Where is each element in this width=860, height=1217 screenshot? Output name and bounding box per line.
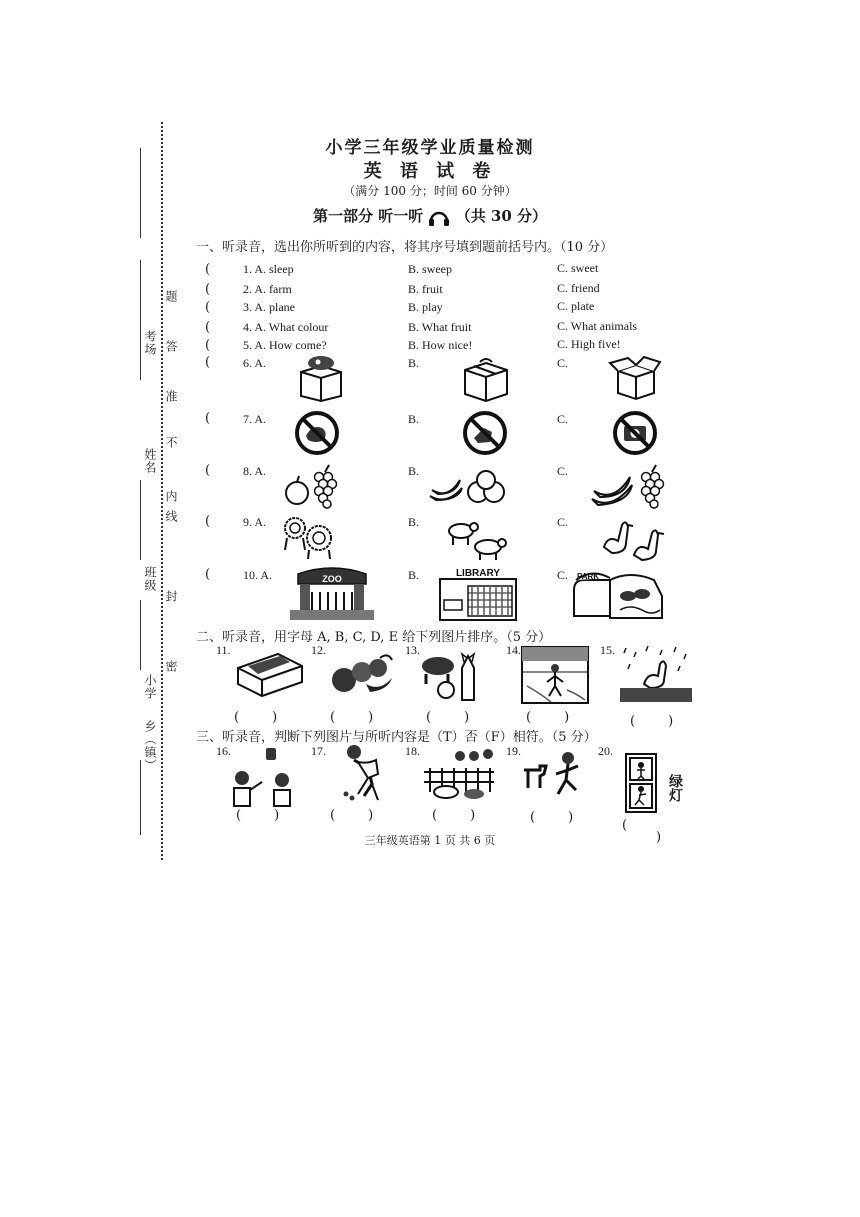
q6-label-a: 6. A. bbox=[243, 356, 267, 370]
part-score: （共 30 分） bbox=[455, 207, 548, 225]
q7-label-b: B. bbox=[408, 412, 420, 426]
part-heading bbox=[0, 205, 860, 227]
q7-a-no-eating-sign-icon bbox=[294, 410, 340, 456]
q20-number: 20. bbox=[598, 744, 613, 758]
q15-rain-duck-icon bbox=[618, 644, 694, 704]
q9-label-b: B. bbox=[408, 515, 420, 529]
q7-c-no-photo-sign-icon bbox=[612, 410, 658, 456]
binding-school: 小学 bbox=[143, 674, 157, 700]
q10-label-a: 10. A. bbox=[243, 568, 273, 582]
binding-class: 班级 bbox=[143, 566, 157, 592]
answer-paren-3[interactable]: ( bbox=[205, 300, 211, 315]
answer-paren-9[interactable]: ( bbox=[205, 514, 211, 529]
seal-char-1: 密 bbox=[164, 660, 178, 673]
seal-char-7: 答 bbox=[164, 340, 178, 353]
q13-answer-paren[interactable]: ( ) bbox=[426, 710, 470, 725]
q8-b-banana-orange-icon bbox=[428, 466, 508, 506]
q4-option-b: B. What fruit bbox=[408, 320, 472, 334]
q11-number: 11. bbox=[216, 643, 231, 657]
binding-town: 乡（镇） bbox=[143, 720, 157, 772]
q9-c-ducks-icon bbox=[602, 517, 668, 561]
answer-paren-6[interactable]: ( bbox=[205, 355, 211, 370]
q17-number: 17. bbox=[311, 744, 326, 758]
green-light-label: 绿灯 bbox=[667, 774, 682, 802]
q15-number: 15. bbox=[600, 643, 615, 657]
q5-option-a: 5. A. How come? bbox=[243, 338, 327, 352]
answer-paren-2[interactable]: ( bbox=[205, 282, 211, 297]
q4-option-c: C. What animals bbox=[557, 319, 638, 333]
q14-answer-paren[interactable]: ( ) bbox=[526, 710, 570, 725]
q8-label-c: C. bbox=[557, 464, 569, 478]
school-blank-line bbox=[140, 600, 141, 670]
q12-number: 12. bbox=[311, 643, 326, 657]
q10-label-b: B. bbox=[408, 568, 420, 582]
q20-traffic-light-icon bbox=[622, 750, 670, 814]
seal-char-8: 题 bbox=[164, 290, 178, 303]
q11-answer-paren[interactable]: ( ) bbox=[234, 710, 278, 725]
town-blank-line bbox=[140, 760, 141, 835]
binding-name: 姓名 bbox=[143, 448, 157, 474]
q3-option-b: B. play bbox=[408, 300, 443, 314]
q16-number: 16. bbox=[216, 744, 231, 758]
seal-char-6: 准 bbox=[164, 390, 178, 403]
q8-a-apple-grapes-icon bbox=[283, 463, 341, 509]
q8-label-a: 8. A. bbox=[243, 464, 267, 478]
exam-meta: （满分 100 分；时间 60 分钟） bbox=[343, 184, 517, 198]
q1-option-b: B. sweep bbox=[408, 262, 452, 276]
binding-exam-no: 考场 bbox=[143, 330, 157, 356]
part-title: 第一部分 听一听 bbox=[312, 207, 424, 225]
seal-char-5: 不 bbox=[164, 436, 178, 449]
q19-answer-paren[interactable]: ( ) bbox=[530, 810, 574, 825]
q7-b-no-touching-sign-icon bbox=[462, 410, 508, 456]
class-blank-line bbox=[140, 480, 141, 560]
q9-label-c: C. bbox=[557, 515, 569, 529]
q16-answer-paren[interactable]: ( ) bbox=[236, 808, 280, 823]
q1-option-c: C. sweet bbox=[557, 261, 599, 275]
q6-c-open-box-icon bbox=[608, 355, 662, 401]
q10-c-park-icon bbox=[570, 566, 666, 622]
q2-option-b: B. fruit bbox=[408, 282, 443, 296]
q8-c-banana-grapes-icon bbox=[590, 463, 668, 511]
q18-farm-kids-icon bbox=[420, 748, 498, 804]
q2-option-c: C. friend bbox=[557, 281, 600, 295]
q6-label-c: C. bbox=[557, 356, 569, 370]
seal-char-2: 封 bbox=[164, 590, 178, 603]
q5-option-b: B. How nice! bbox=[408, 338, 473, 352]
q16-children-icon bbox=[228, 746, 298, 808]
q13-animals-icon bbox=[418, 648, 484, 702]
q6-b-box-icon bbox=[460, 356, 512, 402]
q8-label-b: B. bbox=[408, 464, 420, 478]
seal-char-4: 内 bbox=[164, 490, 178, 503]
q17-boy-bending-icon bbox=[338, 744, 384, 804]
library-sign-text: LIBRARY bbox=[455, 568, 501, 579]
q9-a-lions-icon bbox=[281, 514, 337, 560]
q17-answer-paren[interactable]: ( ) bbox=[330, 808, 374, 823]
exam-subject: 英 语 试 卷 bbox=[363, 161, 497, 182]
answer-paren-5[interactable]: ( bbox=[205, 338, 211, 353]
q7-label-c: C. bbox=[557, 412, 569, 426]
q20-answer-paren-close: ) bbox=[656, 830, 662, 845]
headphones-icon bbox=[428, 207, 450, 227]
q10-label-c: C. bbox=[557, 568, 569, 582]
q20-answer-paren-open[interactable]: ( bbox=[622, 818, 628, 833]
q6-label-b: B. bbox=[408, 356, 420, 370]
q6-a-gift-box-icon bbox=[296, 354, 346, 402]
section1-heading: 一、听录音，选出你所听到的内容，将其序号填到题前括号内。（10 分） bbox=[196, 240, 614, 255]
q3-option-c: C. plate bbox=[557, 299, 595, 313]
q10-a-zoo-gate-icon bbox=[290, 566, 374, 620]
answer-paren-8[interactable]: ( bbox=[205, 463, 211, 478]
answer-paren-10[interactable]: ( bbox=[205, 567, 211, 582]
q5-option-c: C. High five! bbox=[557, 337, 621, 351]
q3-option-a: 3. A. plane bbox=[243, 300, 295, 314]
section2-heading: 二、听录音，用字母 A, B, C, D, E 给下列图片排序。（5 分） bbox=[196, 630, 552, 645]
q11-box-icon bbox=[234, 648, 306, 698]
q18-number: 18. bbox=[405, 744, 420, 758]
seal-char-3: 线 bbox=[164, 510, 178, 523]
page-footer: 三年级英语第 1 页 共 6 页 bbox=[364, 834, 496, 847]
q10-b-library-icon bbox=[438, 566, 518, 622]
q12-fruit-pile-icon bbox=[330, 650, 396, 696]
park-sign-text: PARK bbox=[576, 572, 600, 581]
answer-paren-4[interactable]: ( bbox=[205, 320, 211, 335]
answer-paren-7[interactable]: ( bbox=[205, 411, 211, 426]
q14-playground-icon bbox=[521, 646, 589, 704]
q18-answer-paren[interactable]: ( ) bbox=[432, 808, 476, 823]
q1-option-a: 1. A. sleep bbox=[243, 262, 294, 276]
q9-b-sheep-icon bbox=[444, 517, 510, 561]
exam-no-blank-line bbox=[140, 260, 141, 380]
q4-option-a: 4. A. What colour bbox=[243, 320, 329, 334]
q7-label-a: 7. A. bbox=[243, 412, 267, 426]
q13-number: 13. bbox=[405, 643, 420, 657]
section3-heading: 三、听录音，判断下列图片与所听内容是（T）否（F）相符。（5 分） bbox=[196, 730, 597, 745]
answer-paren-1[interactable]: ( bbox=[205, 262, 211, 277]
q19-number: 19. bbox=[506, 744, 521, 758]
q15-answer-paren[interactable]: ( ) bbox=[630, 714, 674, 729]
q2-option-a: 2. A. farm bbox=[243, 282, 292, 296]
zoo-sign-text: ZOO bbox=[322, 574, 342, 584]
exam-title: 小学三年级学业质量检测 bbox=[325, 138, 535, 158]
q19-child-dog-icon bbox=[520, 748, 588, 804]
q12-answer-paren[interactable]: ( ) bbox=[330, 710, 374, 725]
q9-label-a: 9. A. bbox=[243, 515, 267, 529]
q14-number: 14. bbox=[506, 643, 521, 657]
